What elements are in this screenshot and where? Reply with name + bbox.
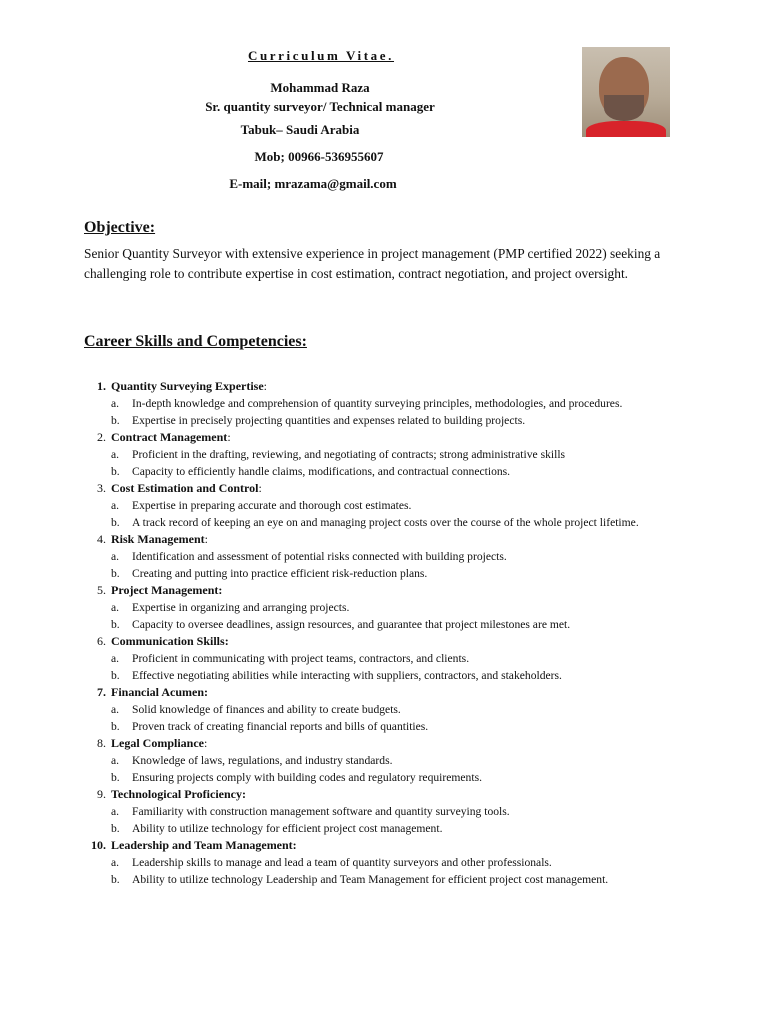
skill-point-text: Proven track of creating financial reports and bills of quantities. [132,720,429,733]
skill-point-text: Familiarity with construction management software and quantity surveying tools. [132,805,510,818]
skill-point-text: Expertise in preparing accurate and thorough cost estimates. [132,499,412,512]
skill-point-letter: b. [111,567,120,580]
skill-title-suffix: : [263,379,268,393]
skill-point [84,497,684,514]
skill-number: 7. [97,685,106,699]
skill-point-text: Capacity to efficiently handle claims, modifications, and contractual connections. [132,465,511,478]
skill-point-letter: a. [111,397,120,410]
skill-number: 2. [97,430,106,444]
skill-point [84,871,684,888]
skill-title-text: Contract Management [111,430,228,444]
skill-point-letter: a. [111,601,120,614]
skill-number: 4. [97,532,106,546]
skill-title [111,837,684,854]
skill-item [84,582,684,633]
skill-title [111,378,684,395]
skill-title [111,582,684,599]
skill-title [111,633,684,650]
skill-title-suffix: : [204,532,209,546]
skill-item [84,378,684,429]
candidate-role: Sr. quantity surveyor/ Technical manager [205,99,435,114]
skill-item [84,531,684,582]
skill-point-text: Creating and putting into practice efficient risk-reduction plans. [132,567,428,580]
skill-point-text: Ensuring projects comply with building codes and regulatory requirements. [132,771,482,784]
skill-point [84,616,684,633]
skill-title-text: Leadership and Team Management: [111,838,297,852]
objective-heading: Objective: [84,219,156,236]
skill-point-text: In-depth knowledge and comprehension of quantity surveying principles, methodologies, and procedures. [132,397,623,410]
skill-point-letter: b. [111,618,120,631]
skill-number: 10. [91,838,106,852]
skill-point-text: Effective negotiating abilities while interacting with suppliers, contractors, and stakeholders. [132,669,562,682]
skill-point-text: Expertise in organizing and arranging projects. [132,601,350,614]
skill-point-letter: a. [111,856,120,869]
document-title: Curriculum Vitae. [247,48,395,63]
skill-point [84,820,684,837]
skill-point [84,752,684,769]
skill-title-text: Cost Estimation and Control [111,481,259,495]
candidate-email: E-mail; mrazama@gmail.com [229,176,397,191]
candidate-mobile: Mob; 00966-536955607 [254,149,384,164]
skill-item [84,837,684,888]
skill-number: 3. [97,481,106,495]
skill-item [84,633,684,684]
skill-number: 6. [97,634,106,648]
skill-point [84,514,684,531]
profile-photo [582,47,670,137]
skill-point-letter: a. [111,499,120,512]
skill-title-text: Technological Proficiency: [111,787,246,801]
skill-title [111,429,684,446]
skill-point [84,395,684,412]
skill-point-letter: a. [111,703,120,716]
skill-point-letter: b. [111,516,120,529]
skill-title-text: Legal Compliance [111,736,204,750]
skill-point [84,599,684,616]
skill-point-text: Capacity to oversee deadlines, assign resources, and guarantee that project milestones are met. [132,618,571,631]
skill-item [84,684,684,735]
candidate-name: Mohammad Raza [270,80,370,95]
photo-beard [604,95,644,121]
skill-point-letter: b. [111,669,120,682]
skill-title-text: Quantity Surveying Expertise [111,379,264,393]
skill-point-letter: b. [111,465,120,478]
skill-point-text: Solid knowledge of finances and ability to create budgets. [132,703,401,716]
skill-point-letter: b. [111,720,120,733]
skill-point [84,854,684,871]
skill-point-text: Ability to utilize technology for efficient project cost management. [132,822,443,835]
skill-number: 8. [97,736,106,750]
skill-point-letter: a. [111,550,120,563]
skill-point [84,701,684,718]
skill-point [84,446,684,463]
skills-list [84,378,684,888]
skill-point-letter: b. [111,771,120,784]
skill-item [84,735,684,786]
skill-point [84,650,684,667]
skill-point [84,718,684,735]
candidate-location: Tabuk– Saudi Arabia [240,122,360,137]
skill-item [84,480,684,531]
skill-title-text: Communication Skills: [111,634,229,648]
skill-point-letter: a. [111,754,120,767]
skill-title [111,684,684,701]
skill-point-text: Proficient in communicating with project teams, contractors, and clients. [132,652,470,665]
skill-title-suffix: : [258,481,262,495]
skill-point-text: Knowledge of laws, regulations, and industry standards. [132,754,393,767]
skill-title-text: Project Management: [111,583,223,597]
skill-point-letter: b. [111,822,120,835]
skill-point [84,565,684,582]
skill-title [111,480,684,497]
skill-point [84,463,684,480]
skill-title-suffix: : [204,736,208,750]
skill-point [84,667,684,684]
skill-point-text: Leadership skills to manage and lead a team of quantity surveyors and other professionals. [132,856,552,869]
skill-point-text: A track record of keeping an eye on and managing project costs over the course of the whole project lifetime. [132,516,639,529]
skill-point [84,769,684,786]
skill-point-text: Identification and assessment of potential risks connected with building projects. [132,550,507,563]
skill-title-text: Risk Management [111,532,205,546]
skill-point [84,803,684,820]
skill-point [84,548,684,565]
skills-heading: Career Skills and Competencies: [84,333,307,350]
skill-number: 1. [97,379,106,393]
skill-point-text: Proficient in the drafting, reviewing, and negotiating of contracts; strong administrative skills [132,448,566,461]
skill-title-text: Financial Acumen: [111,685,209,699]
photo-shirt [586,121,666,137]
skill-point-letter: b. [111,873,120,886]
skill-title [111,786,684,803]
objective-text: Senior Quantity Surveyor with extensive experience in project management (PMP certified 2022) seeking a challenging role to contribute expertise in cost estimation, contract negotiation, and project oversight. [84,246,661,281]
skill-point-letter: a. [111,805,120,818]
skill-title [111,735,684,752]
skill-point-letter: a. [111,652,120,665]
skill-number: 9. [97,787,106,801]
skill-point-text: Ability to utilize technology Leadership and Team Management for efficient project cost management. [132,873,609,886]
skill-item [84,429,684,480]
skill-title [111,531,684,548]
skill-title-suffix: : [227,430,231,444]
skill-point-letter: b. [111,414,120,427]
skill-point-letter: a. [111,448,120,461]
skill-number: 5. [97,583,106,597]
skill-point [84,412,684,429]
skill-item [84,786,684,837]
skill-point-text: Expertise in precisely projecting quantities and expenses related to building projects. [132,414,526,427]
